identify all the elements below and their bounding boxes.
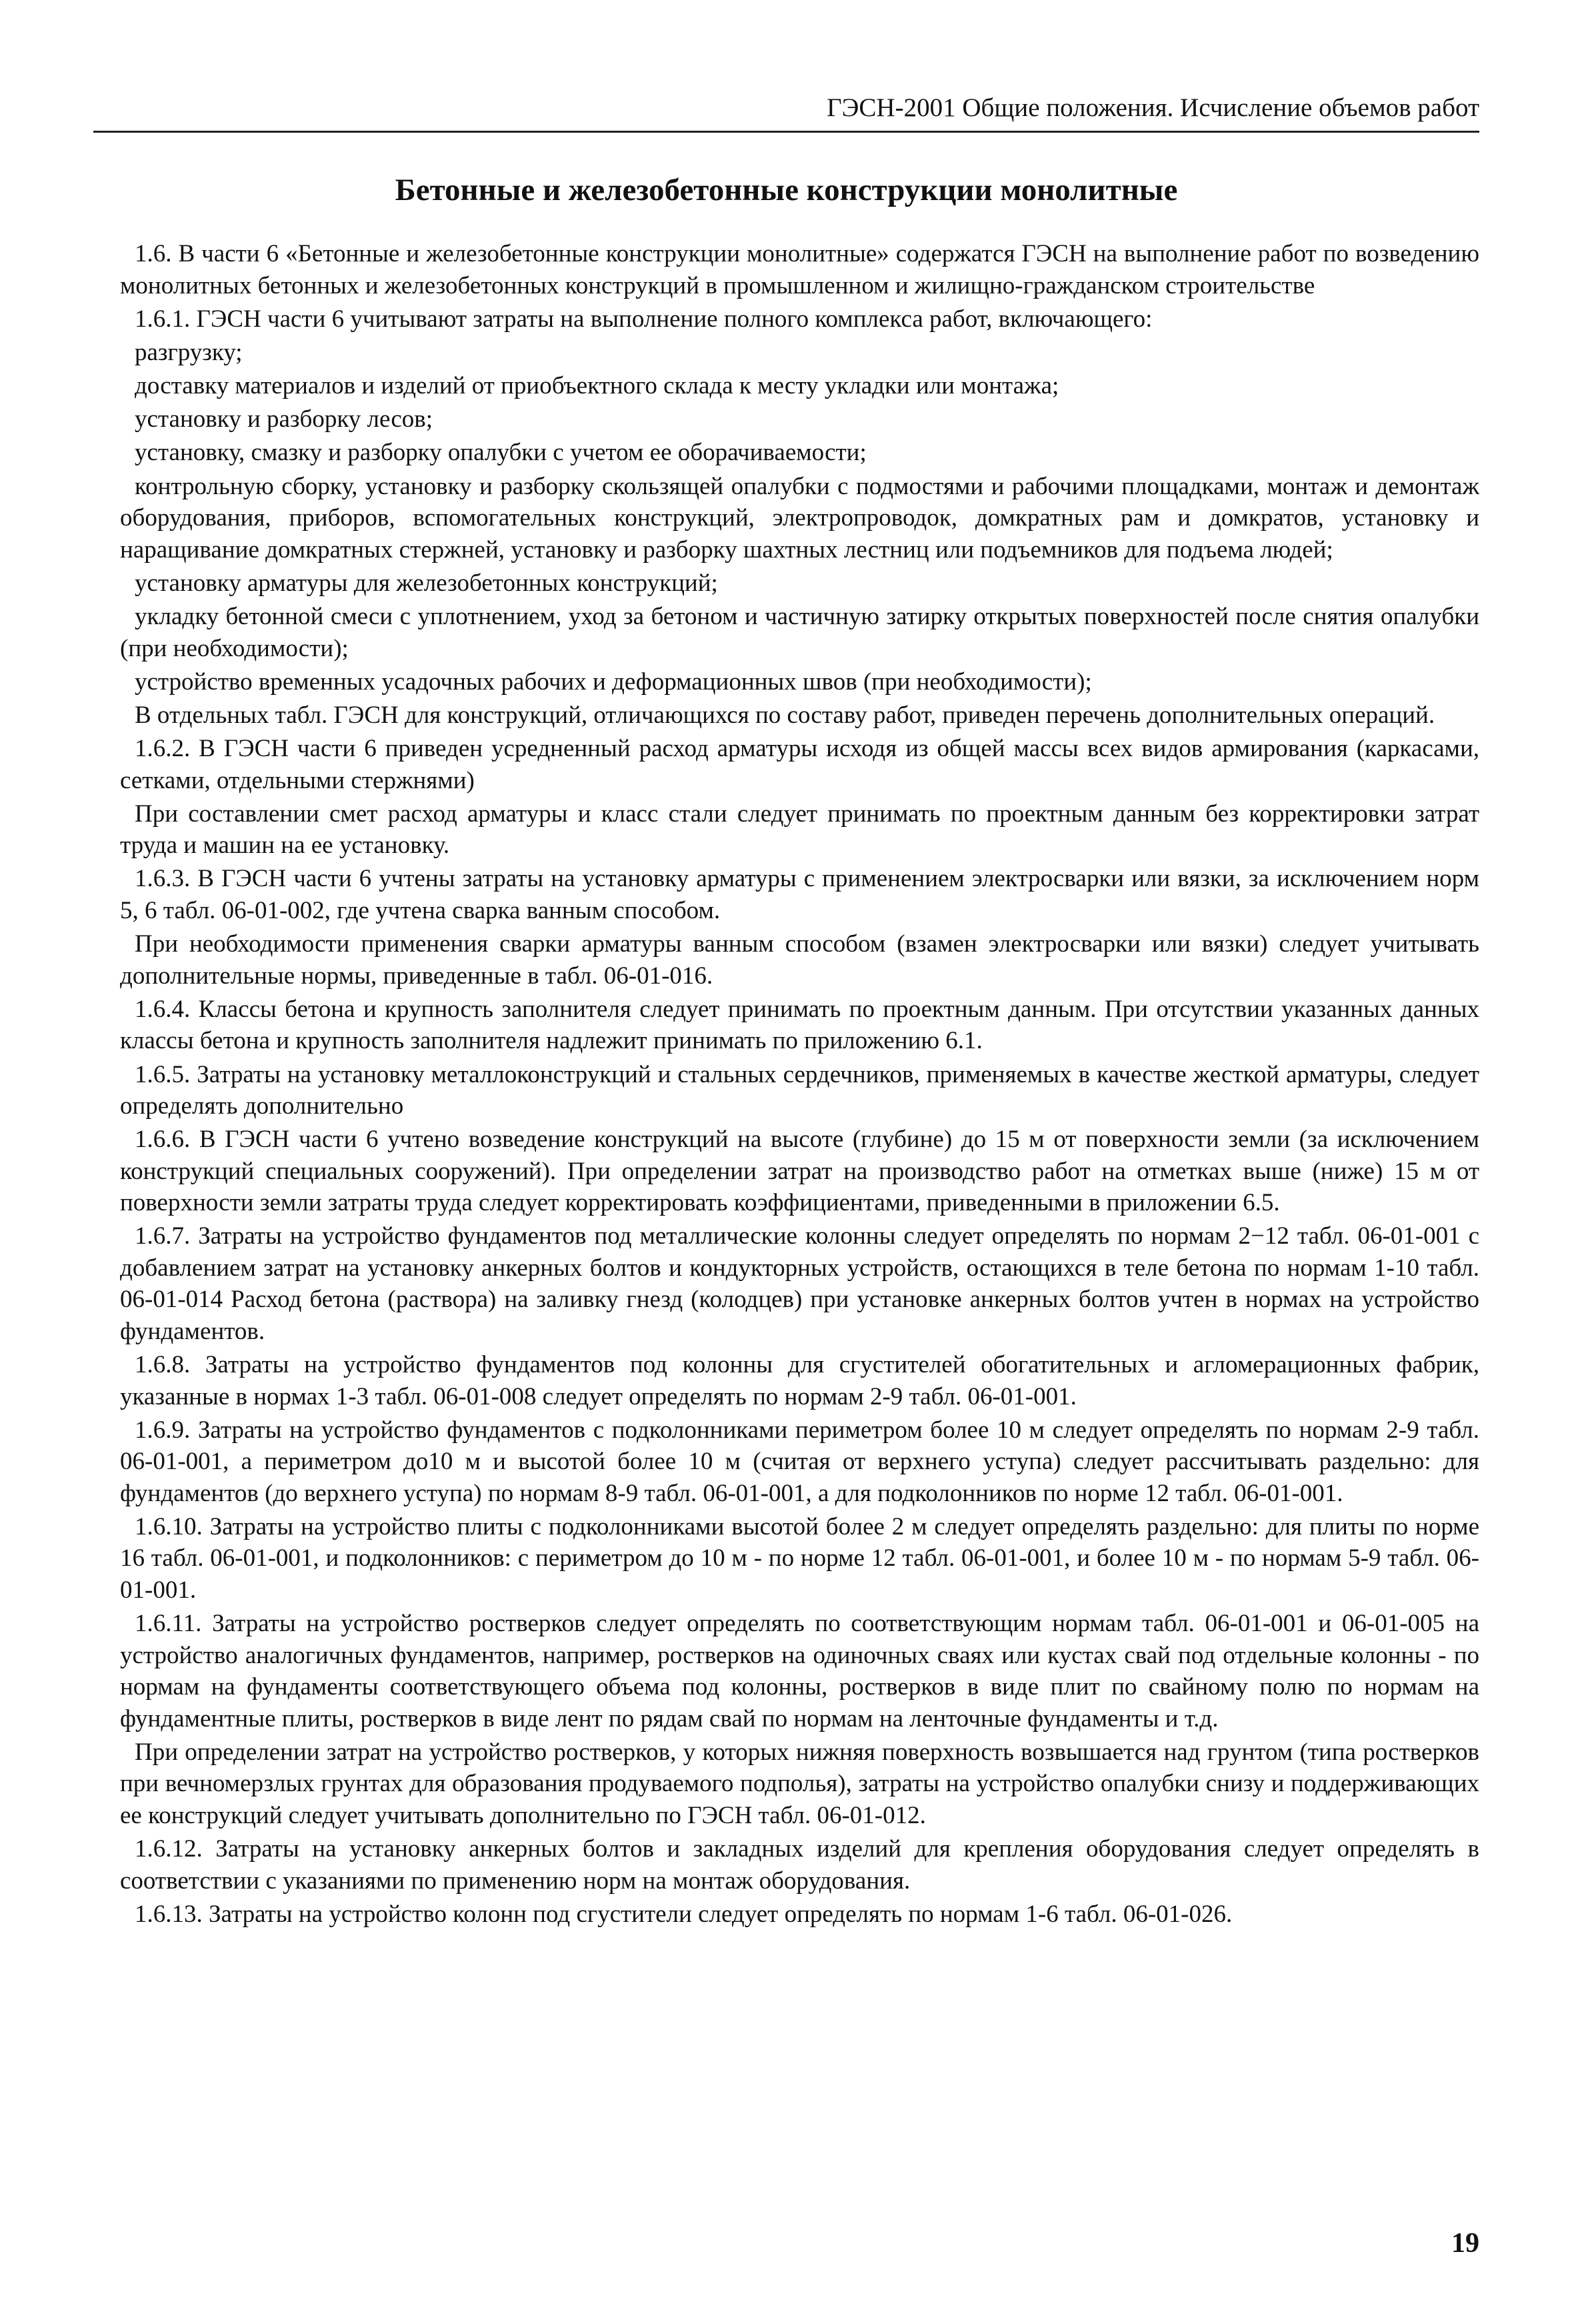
paragraph: При составлении смет расход арматуры и класс стали следует принимать по проектным данным без корректировки затрат труда и машин на ее установку. [120,800,1479,860]
paragraph: При определении затрат на устройство ростверков, у которых нижняя поверхность возвышается над грунтом (типа ростверков при вечномерзлых грунтах для образования продуваемого подполья), затраты на устройство опалубки снизу и поддерживающих ее конструкций следует учитывать дополнительно по ГЭСН табл. 06-01-012. [120,1738,1479,1829]
paragraph: устройство временных усадочных рабочих и деформационных швов (при необходимости); [135,668,1092,696]
paragraph: В отдельных табл. ГЭСН для конструкций, отличающихся по составу работ, приведен перечень дополнительных операций. [135,701,1435,729]
paragraph: 1.6. В части 6 «Бетонные и железобетонные конструкции монолитные» содержатся ГЭСН на выполнение работ по возведению монолитных бетонных и железобетонных конструкций в промышленном и жилищно-гражданском строительстве [120,240,1479,299]
paragraph: разгрузку; [135,338,243,366]
header-divider [93,131,1479,133]
paragraph: 1.6.5. Затраты на установку металлоконструкций и стальных сердечников, применяемых в качестве жесткой арматуры, следует определять дополнительно [120,1060,1479,1120]
body-text [120,238,1479,1932]
paragraph: укладку бетонной смеси с уплотнением, уход за бетоном и частичную затирку открытых поверхностей после снятия опалубки (при необходимости); [120,603,1479,662]
paragraph: контрольную сборку, установку и разборку скользящей опалубки с подмостями и рабочими площадками, монтаж и демонтаж оборудования, приборов, вспомогательных конструкций, электропроводок, домкратных рам и домкратов, установку и наращивание домкратных стержней, установку и разборку шахтных лестниц или подъемников для подъема людей; [120,472,1479,563]
paragraph: 1.6.7. Затраты на устройство фундаментов под металлические колонны следует определять по нормам 2−12 табл. 06-01-001 с добавлением затрат на установку анкерных болтов и кондукторных устройств, остающихся в теле бетона по нормам 1-10 табл. 06-01-014 Расход бетона (раствора) на заливку гнезд (колодцев) при установке анкерных болтов учтен в нормах на устройство фундаментов. [120,1222,1479,1345]
paragraph: установку, смазку и разборку опалубки с учетом ее оборачиваемости; [135,439,867,467]
paragraph: 1.6.4. Классы бетона и крупность заполнителя следует принимать по проектным данным. При отсутствии указанных данных классы бетона и крупность заполнителя надлежит принимать по приложению 6.1. [120,995,1479,1055]
page-number: 19 [1451,2228,1479,2259]
paragraph: 1.6.3. В ГЭСН части 6 учтены затраты на установку арматуры с применением электросварки или вязки, за исключением норм 5, 6 табл. 06-01-002, где учтена сварка ванным способом. [120,865,1479,924]
running-header: ГЭСН-2001 Общие положения. Исчисление объемов работ [827,93,1479,122]
paragraph: 1.6.10. Затраты на устройство плиты с подколонниками высотой более 2 м следует определять раздельно: для плиты по норме 16 табл. 06-01-001, и подколонников: с периметром до 10 м - по норме 12 табл. 06-01-001, и более 10 м - по нормам 5-9 табл. 06-01-001. [120,1512,1479,1604]
paragraph: 1.6.1. ГЭСН части 6 учитывают затраты на выполнение полного комплекса работ, включающего: [135,305,1153,333]
paragraph: 1.6.6. В ГЭСН части 6 учтено возведение конструкций на высоте (глубине) до 15 м от поверхности земли (за исключением конструкций специальных сооружений). При определении затрат на производство работ на отметках выше (ниже) 15 м от поверхности земли затраты труда следует корректировать коэффициентами, приведенными в приложении 6.5. [120,1126,1479,1217]
paragraph: 1.6.9. Затраты на устройство фундаментов с подколонниками периметром более 10 м следует определять по нормам 2-9 табл. 06-01-001, а периметром до10 м и высотой более 10 м (считая от верхнего уступа) следует рассчитывать раздельно: для фундаментов (до верхнего уступа) по нормам 8-9 табл. 06-01-001, а для подколонников по норме 12 табл. 06-01-001. [120,1416,1479,1507]
paragraph: При необходимости применения сварки арматуры ванным способом (взамен электросварки или вязки) следует учитывать дополнительные нормы, приведенные в табл. 06-01-016. [120,930,1479,990]
paragraph: доставку материалов и изделий от приобъектного склада к месту укладки или монтажа; [135,372,1059,400]
paragraph: 1.6.11. Затраты на устройство ростверков следует определять по соответствующим нормам табл. 06-01-001 и 06-01-005 на устройство аналогичных фундаментов, например, ростверков на одиночных сваях или кустах свай под отдельные колонны - по нормам на фундаменты соответствующего объема под колонны, ростверков в виде плит по свайному полю по нормам на фундаментные плиты, ростверков в виде лент по рядам свай по нормам на ленточные фундаменты и т.д. [120,1610,1479,1733]
section-title: Бетонные и железобетонные конструкции монолитные [395,173,1178,207]
paragraph: установку арматуры для железобетонных конструкций; [135,569,718,597]
paragraph: 1.6.13. Затраты на устройство колонн под сгустители следует определять по нормам 1-6 табл. 06-01-026. [135,1900,1233,1928]
paragraph: 1.6.8. Затраты на устройство фундаментов под колонны для сгустителей обогатительных и агломерационных фабрик, указанные в нормах 1-3 табл. 06-01-008 следует определять по нормам 2-9 табл. 06-01-001. [120,1351,1479,1410]
paragraph: установку и разборку лесов; [135,405,433,433]
paragraph: 1.6.2. В ГЭСН части 6 приведен усредненный расход арматуры исходя из общей массы всех видов армирования (каркасами, сетками, отдельными стержнями) [120,735,1479,794]
paragraph: 1.6.12. Затраты на установку анкерных болтов и закладных изделий для крепления оборудования следует определять в соответствии с указаниями по применению норм на монтаж оборудования. [120,1835,1479,1895]
